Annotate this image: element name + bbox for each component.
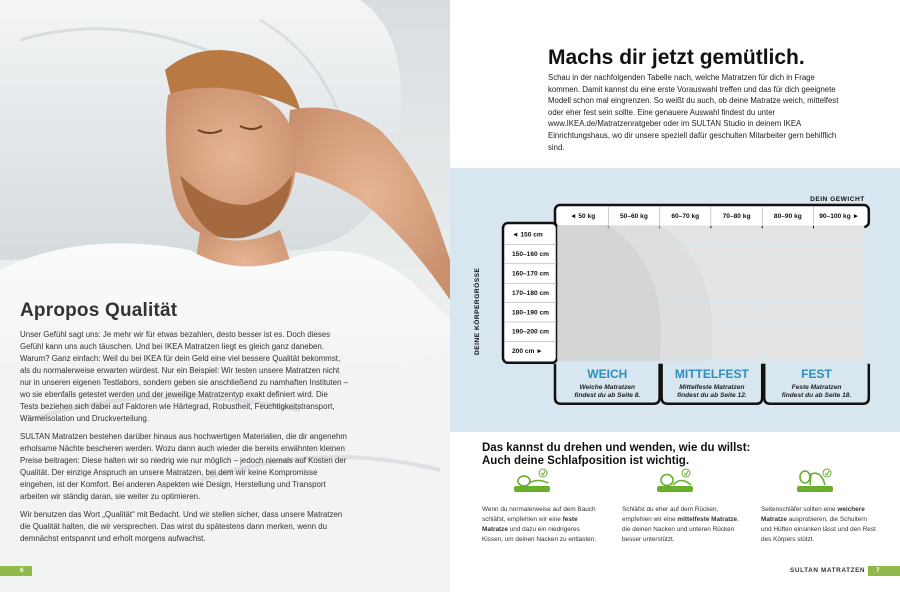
grid-cell-2-3 [711,264,761,282]
mattress-chart-panel [450,168,900,432]
page-number-bar-left [0,566,32,576]
right-page [450,0,900,592]
zone-name-0: WEICH [587,366,628,381]
grid-cell-0-3 [711,226,761,244]
height-row-5: 190–200 cm [512,328,550,336]
grid-cell-1-5 [814,245,864,263]
grid-cell-3-5 [814,284,864,302]
grid-cell-3-3 [711,284,761,302]
height-row-3: 170–180 cm [512,289,550,297]
sleep-position-heading [482,442,750,468]
sleeper-back-icon [655,466,695,498]
quality-paragraph-3: Wir benutzen das Wort „Qualität“ mit Bedacht. Und wir stellen sicher, dass unsere Matratzen die Qualität halten, die wir versprechen. Das wirst du spätestens dann merken, wenn du demnächst entspannt und erholt morgens aufwachst. [20,510,343,543]
footer-label: SULTAN MATRATZEN [790,567,866,574]
grid-cell-6-5 [814,342,864,360]
zone-note-line1-0: Weiche Matratzen [579,383,636,391]
height-row-4: 180–190 cm [512,309,550,317]
side-sleeper-text: Seitenschläfer sollten eine weichere Matratze ausprobieren, die Schultern und Hüften einsinken lässt und den Rest des Körpers stützt. [761,506,876,543]
grid-cell-4-3 [711,303,761,321]
grid-cell-3-4 [763,284,813,302]
mattress-chart [450,168,900,432]
page-number-left: 6 [20,567,24,574]
page-number-bar-right [868,566,900,576]
sleep-heading-line-2: Auch deine Schlafposition ist wichtig. [482,455,690,467]
height-row-2: 160–170 cm [512,270,550,278]
zone-name-1: MITTELFEST [674,366,749,381]
comfort-intro: Schau in der nachfolgenden Tabelle nach, welche Matratzen für dich in Frage kommen. Damit kannst du eine erste Vorauswahl treffen und das für dich geeignete Modell schon mal eingrenzen. So weißt du auch, ob deine Matratze weich, mittelfest oder eher fest sein sollte. Eine genauere Auswahl findest du unter www.IKEA.de/Matratzenratgeber oder im SULTAN Studio in deinem IKEA Einrichtungshaus, wo dir unsere speziell dafür geschulten Mitarbeiter gern behilflich sind. [548,73,839,152]
height-axis-label: DEINE KÖRPERGRÖSSE [474,267,481,355]
height-row-0: ◄ 150 cm [512,231,543,239]
quality-paragraph-2: SULTAN Matratzen bestehen darüber hinaus aus hochwertigen Materialien, die dir angenehm erholsame Nächte bescheren werden. Wozu dann auch wieder die bereits erwähnten kleinen Preise beitragen: Diese halten wir so niedrig wie nur möglich – jedoch niemals auf Kosten der Qualität. Der einzige Anspruch an unsere Matratzen, bei dem wir keine Kompromisse eingehen, ist der Komfort. Bei anderen Aspekten wie Design, Herstellung und Transport arbeiten wir ständig daran, sie weiter zu optimieren. [20,432,347,501]
height-row-1: 150–160 cm [512,251,550,259]
weight-column-3: 70–80 kg [722,213,751,220]
weight-column-4: 80–90 kg [773,213,802,220]
quality-paragraph-1: Unser Gefühl sagt uns: Je mehr wir für etwas bezahlen, desto besser ist es. Doch dieses Gefühl kann uns auch täuschen. Und bei IKEA Matratzen liegt es gleich ganz daneben. Warum? Ganz einfach: Weil du bei IKEA für dein Geld eine viel bessere Qualität bekommst, als du normalerweise erwarten würdest. Nur ein Beispiel: Wir testen unsere Matratzen nicht nur in unseren eigenen Testlabors, sondern geben sie anschließend zu namhaften Instituten – wo sie ebenfalls getestet werden und der jeweilige Matratzentyp exakt definiert wird. Die Tests beziehen sich dabei auf Faktoren wie Härtegrad, Robustheit, Feuchtigkeitstransport, Wärmeisolation und Druckverteilung. [20,330,348,423]
sleeper-stomach-icon [512,466,552,498]
zone-name-2: FEST [801,366,832,381]
weight-column-2: 60–70 kg [671,213,700,220]
grid-cell-6-3 [711,342,761,360]
weight-column-1: 50–60 kg [620,213,648,220]
grid-cell-1-3 [711,245,761,263]
comfort-title: Machs dir jetzt gemütlich. [548,46,805,69]
zone-note-line1-2: Feste Matratzen [791,383,842,391]
zone-note-line2-2: findest du ab Seite 18. [781,391,852,399]
grid-cell-0-4 [763,226,813,244]
grid-cell-6-4 [763,342,813,360]
quality-article [20,300,348,551]
quality-title: Apropos Qualität [20,300,178,321]
zone-note-line2-0: findest du ab Seite 8. [574,391,641,399]
grid-cell-4-4 [763,303,813,321]
grid-cell-2-5 [814,264,864,282]
height-row-6: 200 cm ► [512,348,543,356]
sleep-heading-line-1: Das kannst du drehen und wenden, wie du willst: [482,442,751,454]
grid-cell-5-3 [711,323,761,341]
grid-cell-2-4 [763,264,813,282]
page-number-right: 7 [876,567,880,574]
sleeper-side-icon [795,466,835,498]
grid-cell-5-5 [814,323,864,341]
stomach-sleeper-text: Wenn du normalerweise auf dem Bauch schläfst, empfehlen wir eine feste Matratze und dazu ein niedrigeres Kissen, um deinen Nacken zu entlasten. [482,506,597,543]
zone-note-line1-1: Mittelfeste Matratzen [679,383,745,391]
weight-axis-label: DEIN GEWICHT [810,196,865,203]
grid-cell-0-5 [814,226,864,244]
weight-column-0: ◄ 50 kg [570,213,596,220]
back-sleeper-text: Schläfst du eher auf dem Rücken, empfehlen wir eine mittelfeste Matratze, die deinen Nacken und unteren Rücken besser unterstützt. [622,506,739,543]
weight-column-5: 90–100 kg ► [819,213,860,220]
zone-note-line2-1: findest du ab Seite 12. [677,391,747,399]
grid-cell-1-4 [763,245,813,263]
grid-cell-4-5 [814,303,864,321]
grid-cell-5-4 [763,323,813,341]
